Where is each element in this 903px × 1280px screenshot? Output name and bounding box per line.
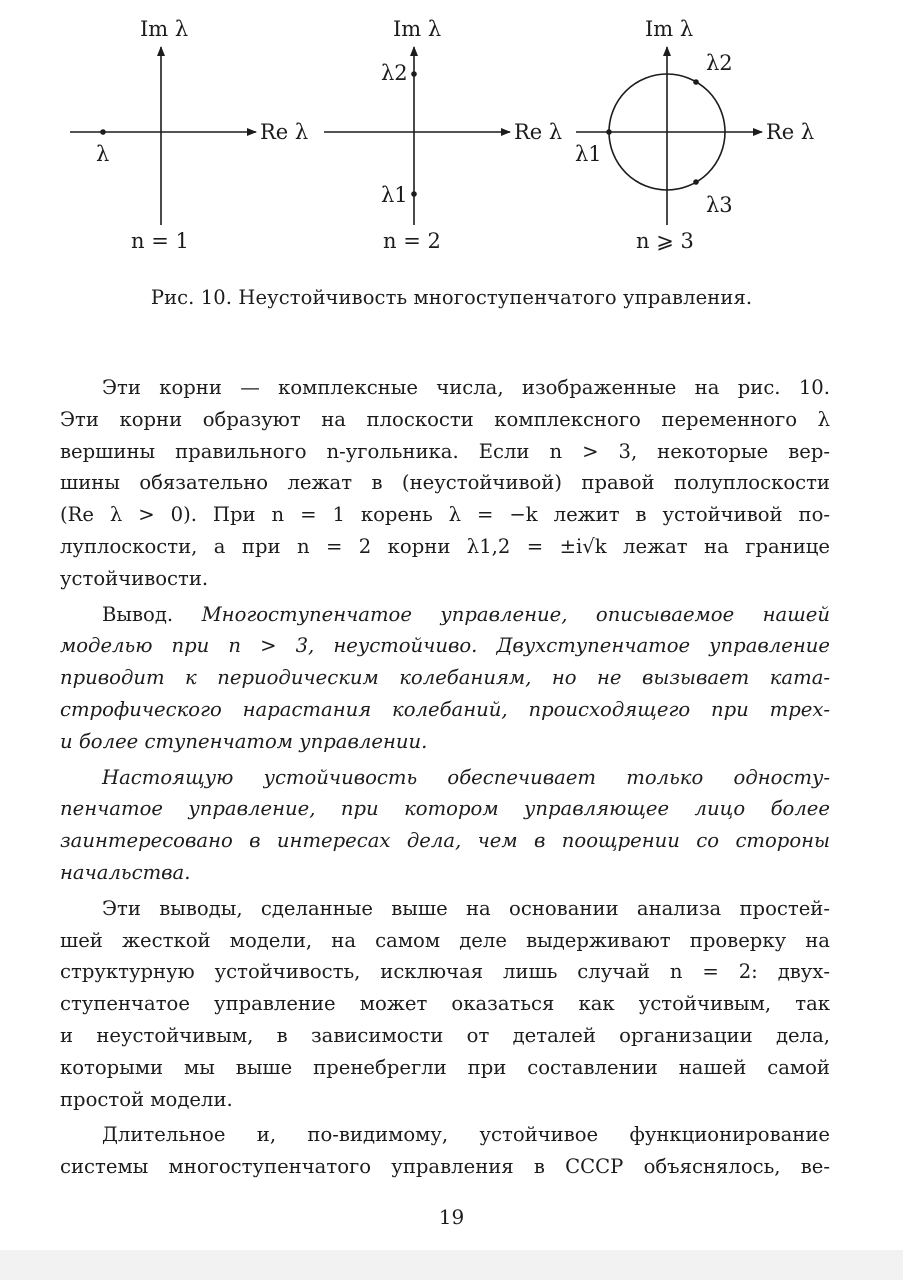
paragraph-2 [60,599,830,758]
text-line: устойчивости. [60,566,209,590]
text-line: моделью при n > 3, неустойчиво. Двухступенчатое управление [60,634,830,658]
root-label-1: λ1 [575,142,602,166]
paragraph-3 [60,762,830,889]
root-point-lower [411,191,417,197]
text-line: пенчатое управление, при котором управляющее лицо более [60,797,830,821]
panel-n1 [70,17,308,253]
text-line: системы многоступенчатого управления в СССР объяснялось, ве- [60,1155,830,1179]
text-line: и более ступенчатом управлении. [60,729,428,753]
im-axis-label: Im λ [645,17,694,41]
text-line [60,599,830,631]
text-line: структурную устойчивость, исключая лишь случай n = 2: двух- [60,960,830,984]
text-line: Настоящую устойчивость обеспечивает только односту- [102,765,830,789]
paragraph-1 [60,372,830,595]
text-line: которыми мы выше пренебрегли при составлении нашей самой [60,1055,830,1079]
complex-plane-diagrams [60,10,840,260]
text-line: заинтересовано в интересах дела, чем в поощрении со стороны [60,829,830,853]
text-line: строфического нарастания колебаний, происходящего при трех- [60,697,830,721]
text-line: Длительное и, по-видимому, устойчивое функционирование [102,1123,830,1147]
text-line: (Re λ > 0). При n = 1 корень λ = −k лежит в устойчивой по- [60,503,830,527]
viewer-bottom-band [0,1250,903,1280]
root-label-3: λ3 [706,193,733,217]
root-label-lower: λ1 [381,183,408,207]
text-line: Эти выводы, сделанные выше на основании анализа простей- [102,896,830,920]
im-axis-label: Im λ [393,17,442,41]
text-line: и неустойчивым, в зависимости от деталей организации дела, [60,1023,830,1047]
root-label-upper: λ2 [381,61,408,85]
root-label-2: λ2 [706,51,733,75]
text-line: шины обязательно лежат в (неустойчивой) правой полуплоскости [60,471,830,495]
n-label: n = 2 [383,229,441,253]
n-label: n ⩾ 3 [636,229,694,253]
text-line: Эти корни — комплексные числа, изображенные на рис. 10. [102,376,830,399]
text-line: приводит к периодическим колебаниям, но не вызывает ката- [60,666,830,690]
text-line: ступенчатое управление может оказаться как устойчивым, так [60,992,830,1016]
body-text [60,372,830,1183]
text-line: вершины правильного n-угольника. Если n > 3, некоторые вер- [60,439,830,463]
im-axis-label: Im λ [140,17,189,41]
re-axis-label: Re λ [514,120,563,144]
text-line: шей жесткой модели, на самом деле выдерживают проверку на [60,928,830,952]
re-axis-label: Re λ [260,120,309,144]
n-label: n = 1 [131,229,189,253]
page-number: 19 [438,1205,465,1229]
text-line: начальства. [60,860,191,884]
conclusion-lead: Вывод. [102,602,174,626]
root-point-upper [411,71,417,77]
root-point-3 [693,179,699,185]
text-line: Эти корни образуют на плоскости комплексного переменного λ [60,407,830,431]
panel-n3 [575,17,814,253]
root-label: λ [96,142,110,166]
root-point [100,129,106,135]
text-italic: Многоступенчатое управление, описываемое нашей [201,602,830,626]
figure-10 [60,10,840,260]
text-line: луплоскости, а при n = 2 корни λ1,2 = ±i√k лежат на границе [60,534,830,558]
text-line: простой модели. [60,1087,233,1111]
figure-caption: Рис. 10. Неустойчивость многоступенчатого управления. [150,286,753,309]
panel-n2 [324,17,562,253]
paragraph-5 [60,1119,830,1183]
re-axis-label: Re λ [766,120,815,144]
paragraph-4 [60,893,830,1116]
root-point-1 [606,129,612,135]
root-point-2 [693,79,699,85]
